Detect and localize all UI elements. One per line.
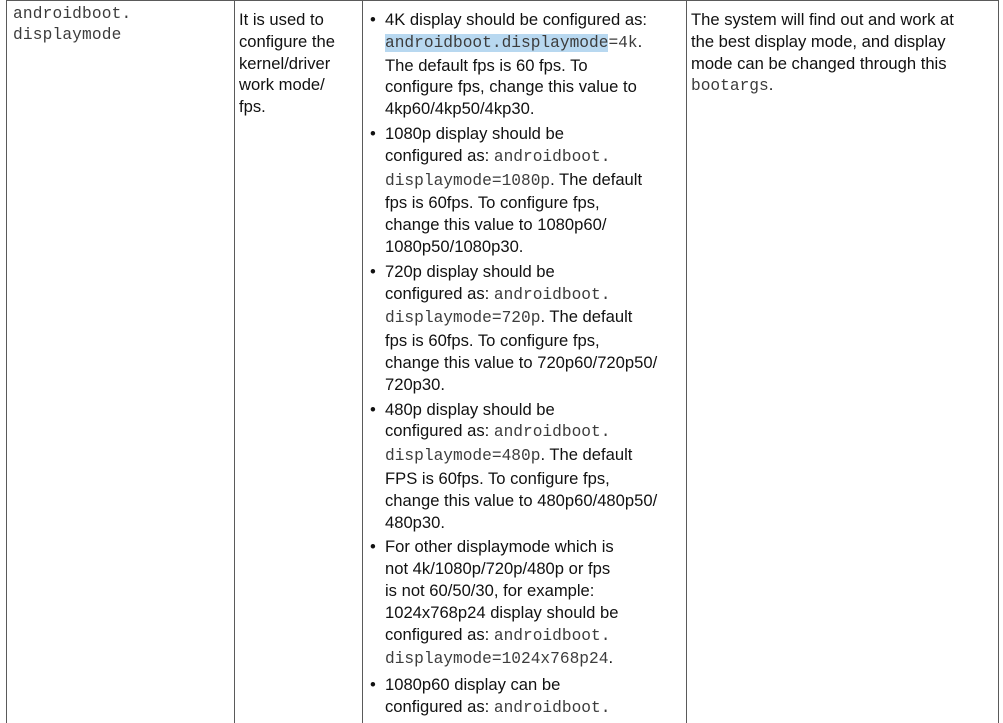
description-line: fps. [239,97,266,117]
text-line [385,98,686,120]
list-item [363,674,686,720]
bullet-icon: • [370,537,376,557]
text-span: . [768,75,774,95]
text-span: . The default [550,169,643,189]
text-span: change this value to 480p60/480p50/ [385,490,658,510]
text-line [385,236,686,258]
bullet-icon: • [370,675,376,695]
text-line [385,214,686,236]
text-span: fps is 60fps. To configure fps, [385,331,600,351]
text-span: configured as: [385,421,494,441]
text-line [385,674,686,696]
text-span: the best display mode, and display [691,31,946,51]
text-span: configured as: [385,145,494,165]
bullet-icon: • [370,123,376,143]
description-cell [235,0,363,723]
display-mode-bullet-list [363,0,686,720]
text-span: . The default [540,307,633,327]
parameter-name-line: androidboot. [13,5,132,23]
text-line [385,490,686,512]
description-line: kernel/driver [239,53,331,73]
text-span: 4kp60/4kp50/4kp30. [385,99,535,119]
code-span: androidboot. [493,626,611,645]
text-line [691,53,992,75]
text-span: The system will find out and work at [691,10,954,29]
code-span: androidboot. [493,423,611,442]
text-line [385,468,686,490]
text-span: 480p30. [385,512,445,532]
text-span: change this value to 720p60/720p50/ [385,352,658,372]
text-line [385,374,686,396]
text-line [385,444,686,468]
list-item [363,123,686,258]
text-line [385,580,686,602]
text-span: FPS is 60fps. To configure fps, [385,468,610,488]
text-span: 1080p60 display can be [385,675,561,695]
parameter-name-line: displaymode [13,26,122,44]
code-span: androidboot. [493,285,611,304]
list-item [363,536,686,671]
remark-text [687,0,998,98]
text-span: For other displaymode which is [385,537,614,557]
code-span: androidboot. [493,147,611,166]
table-row [7,0,999,723]
text-span: 1024x768p24 display should be [385,602,619,622]
text-line [385,169,686,193]
bullet-icon: • [370,261,376,281]
text-line [385,9,686,31]
text-line [691,74,992,98]
text-span: 720p30. [385,374,445,394]
description-line: It is used to [239,10,324,29]
text-span: The default fps is 60 fps. To [385,55,588,75]
text-span: 480p display should be [385,399,555,419]
text-span: configured as: [385,696,494,716]
parameter-cell [7,0,235,723]
text-line [385,399,686,421]
text-span: change this value to 1080p60/ [385,215,607,235]
text-span: configured as: [385,624,494,644]
text-span: . [608,648,614,668]
code-span: displaymode=480p [385,447,541,466]
text-span: configured as: [385,283,494,303]
text-line [691,9,992,31]
text-line [385,696,686,720]
text-line [385,512,686,534]
code-span: displaymode=1024x768p24 [385,650,609,669]
code-span: =4k [608,33,638,52]
text-line [385,192,686,214]
code-span: bootargs [691,77,769,96]
text-line [691,31,992,53]
text-line [385,330,686,352]
list-item [363,399,686,534]
bullet-icon: • [370,10,376,29]
text-span: is not 60/50/30, for example: [385,580,595,600]
text-span: . The default [540,445,633,465]
description-line: configure the [239,31,335,51]
text-line [385,145,686,169]
text-line [385,283,686,307]
code-span: displaymode=720p [385,309,541,328]
text-span: mode can be changed through this [691,53,947,73]
text-line [385,647,686,671]
text-span: 720p display should be [385,261,555,281]
code-span: androidboot.displaymode [385,33,609,52]
text-span: . [637,31,643,51]
text-line [385,420,686,444]
text-span: not 4k/1080p/720p/480p or fps [385,559,611,579]
code-span: displaymode=1080p [385,171,551,190]
text-span: 4K display should be configured as: [385,10,647,29]
values-cell [363,0,687,723]
bullet-icon: • [370,399,376,419]
text-span: configure fps, change this value to [385,77,637,97]
text-line [385,536,686,558]
text-line [385,624,686,648]
list-item [363,261,686,396]
remark-cell [687,0,999,723]
bootargs-table [6,0,999,723]
text-line [385,76,686,98]
text-line [385,352,686,374]
text-span: 1080p50/1080p30. [385,236,524,256]
text-line [385,306,686,330]
text-span: fps is 60fps. To configure fps, [385,193,600,213]
text-line [385,261,686,283]
text-line [385,602,686,624]
text-span: 1080p display should be [385,123,564,143]
code-span: androidboot. [493,698,611,717]
text-line [385,31,686,55]
text-line [385,558,686,580]
text-line [385,55,686,77]
description-line: work mode/ [239,75,325,95]
list-item [363,9,686,120]
text-line [385,123,686,145]
